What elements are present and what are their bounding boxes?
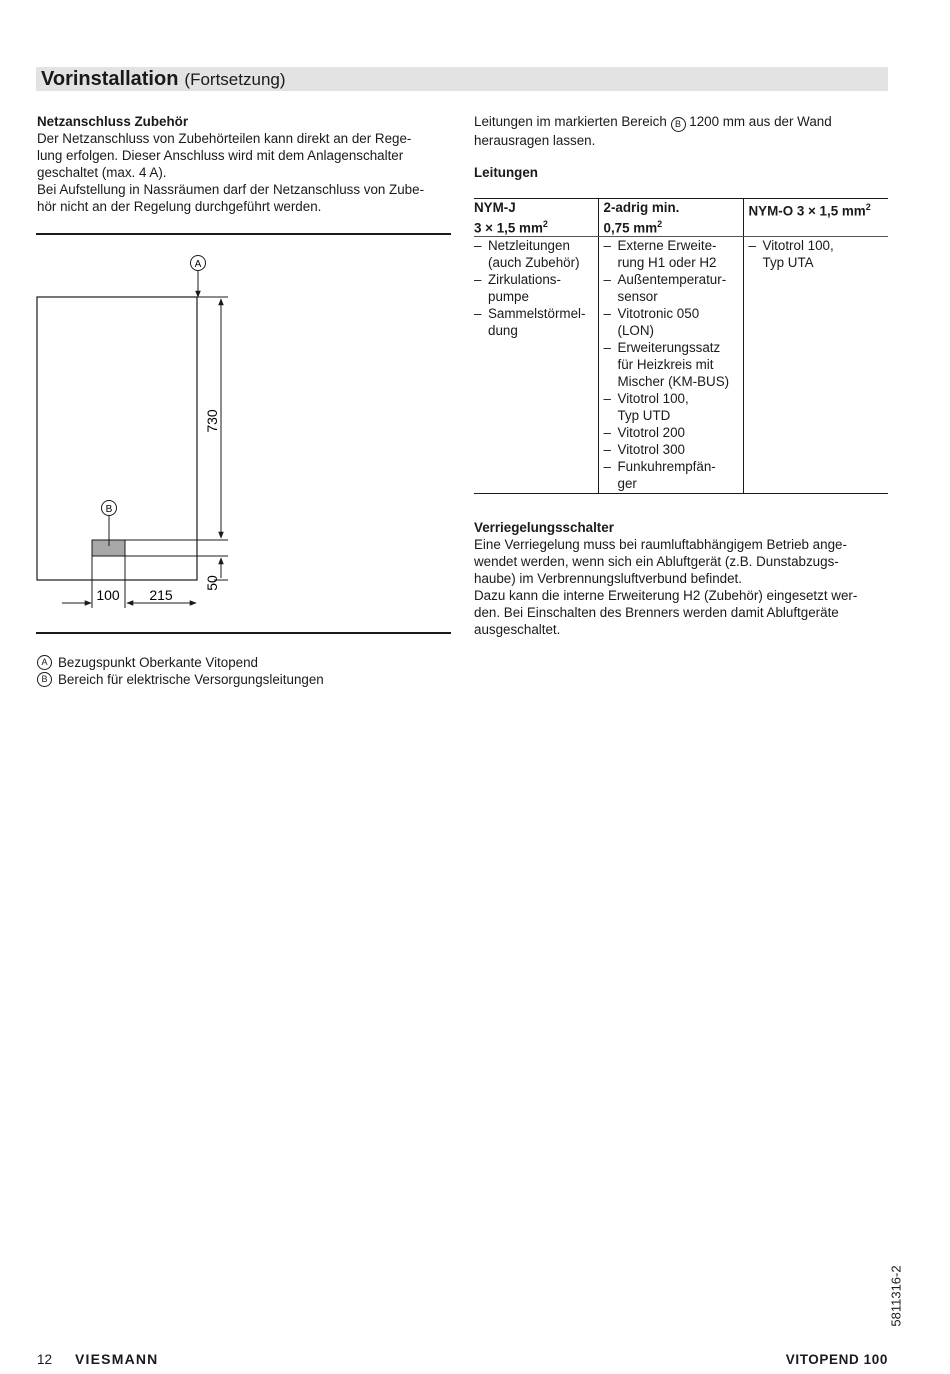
header-line <box>604 216 738 236</box>
para-line: haube) im Verbrennungsluftverbund befindet. <box>474 571 742 586</box>
dim-50-label: 50 <box>204 575 220 591</box>
para-line: Bei Aufstellung in Nassräumen darf der Netzanschluss von Zube- <box>37 182 425 197</box>
page-number: 12 <box>37 1352 53 1367</box>
legend <box>37 654 451 688</box>
right-intro <box>474 113 888 149</box>
legend-text: Bezugspunkt Oberkante Vitopend <box>58 655 259 670</box>
list-item: – Sammelstörmel- dung <box>474 305 593 339</box>
para-line: ausgeschaltet. <box>474 622 561 637</box>
cable-list-2adrig <box>604 237 738 492</box>
para-line: den. Bei Einschalten des Brenners werden damit Abluftgeräte <box>474 605 839 620</box>
table-cell <box>743 237 888 494</box>
header-line: NYM-J <box>474 200 516 215</box>
section-heading-netzanschluss: Netzanschluss Zubehör <box>37 114 189 129</box>
diagram-bottom-rule <box>36 632 451 634</box>
legend-item <box>37 671 451 688</box>
dim-730-label: 730 <box>204 409 220 433</box>
title-text: Vorinstallation <box>41 68 179 90</box>
legend-marker-a: A <box>37 655 52 670</box>
list-item: – Erweiterungssatz für Heizkreis mit Mischer (KM-BUS) <box>604 339 738 390</box>
table-header-cell <box>474 199 598 237</box>
table-header-row <box>474 199 888 237</box>
intro-line <box>474 113 888 132</box>
table-row <box>474 237 888 494</box>
list-item: – Funkuhrempfän- ger <box>604 458 738 492</box>
list-item: – Netzleitungen (auch Zubehör) <box>474 237 593 271</box>
header-text: 0,75 mm <box>603 220 658 236</box>
doc-number: 5811316-2 <box>888 1265 904 1327</box>
brand-logo: VIESMANN <box>75 1351 159 1367</box>
para-line: hör nicht an der Regelung durchgeführt werden. <box>37 199 322 214</box>
interlock-section <box>474 519 888 638</box>
page-title <box>41 66 286 93</box>
header-text: NYM-O 3 × 1,5 mm <box>748 203 866 219</box>
para-line: geschaltet (max. 4 A). <box>37 165 167 180</box>
dim-100-label: 100 <box>96 587 120 603</box>
header-sup: 2 <box>542 219 548 229</box>
list-item: – Außentemperatur- sensor <box>604 271 738 305</box>
legend-item <box>37 654 451 671</box>
legend-text: Bereich für elektrische Versorgungsleitungen <box>58 672 324 687</box>
legend-marker-b: B <box>37 672 52 687</box>
para-line: Eine Verriegelung muss bei raumluftabhängigem Betrieb ange- <box>474 537 847 552</box>
intro-marker-b: B <box>671 117 686 132</box>
dim-215-label: 215 <box>149 587 173 603</box>
header-line <box>749 199 884 219</box>
cable-table-wrap <box>474 198 888 494</box>
section-heading-leitungen: Leitungen <box>474 165 538 180</box>
table-header-cell <box>598 199 743 237</box>
header-sup: 2 <box>865 202 871 212</box>
marker-a-label: A <box>194 259 202 270</box>
title-subtitle: (Fortsetzung) <box>184 70 286 89</box>
header-sup: 2 <box>657 219 663 229</box>
left-section <box>37 113 451 215</box>
cable-list-nymj <box>474 237 593 339</box>
table-cell <box>474 237 598 494</box>
section-heading-verriegelung: Verriegelungsschalter <box>474 520 614 535</box>
cable-table <box>474 198 888 494</box>
table-header-cell <box>743 199 888 237</box>
para-line: Der Netzanschluss von Zubehörteilen kann direkt an der Rege- <box>37 131 412 146</box>
header-text: 3 × 1,5 mm <box>474 220 543 236</box>
intro-before: Leitungen im markierten Bereich <box>474 114 667 129</box>
header-line: 2-adrig min. <box>603 200 680 215</box>
list-item: – Vitotrol 300 <box>604 441 738 458</box>
list-item: – Vitotrol 100, Typ UTA <box>749 237 884 271</box>
list-item: – Externe Erweite- rung H1 oder H2 <box>604 237 738 271</box>
installation-diagram <box>0 240 460 630</box>
table-cell <box>598 237 743 494</box>
list-item: – Vitotrol 200 <box>604 424 738 441</box>
para-line: lung erfolgen. Dieser Anschluss wird mit dem Anlagenschalter <box>37 148 404 163</box>
para-line: Dazu kann die interne Erweiterung H2 (Zubehör) eingesetzt wer- <box>474 588 858 603</box>
product-name: VITOPEND 100 <box>785 1352 888 1367</box>
cable-list-nymo <box>749 237 884 271</box>
para-line: wendet werden, wenn sich ein Abluftgerät (z.B. Dunstabzugs- <box>474 554 839 569</box>
appliance-outline <box>37 297 197 580</box>
marker-b-label: B <box>105 504 113 515</box>
header-line <box>474 216 593 236</box>
intro-after: 1200 mm aus der Wand <box>689 114 832 129</box>
intro-line-2: herausragen lassen. <box>474 133 596 148</box>
list-item: – Vitotrol 100, Typ UTD <box>604 390 738 424</box>
diagram-top-rule <box>36 233 451 235</box>
list-item: – Vitotronic 050 (LON) <box>604 305 738 339</box>
list-item: – Zirkulations- pumpe <box>474 271 593 305</box>
